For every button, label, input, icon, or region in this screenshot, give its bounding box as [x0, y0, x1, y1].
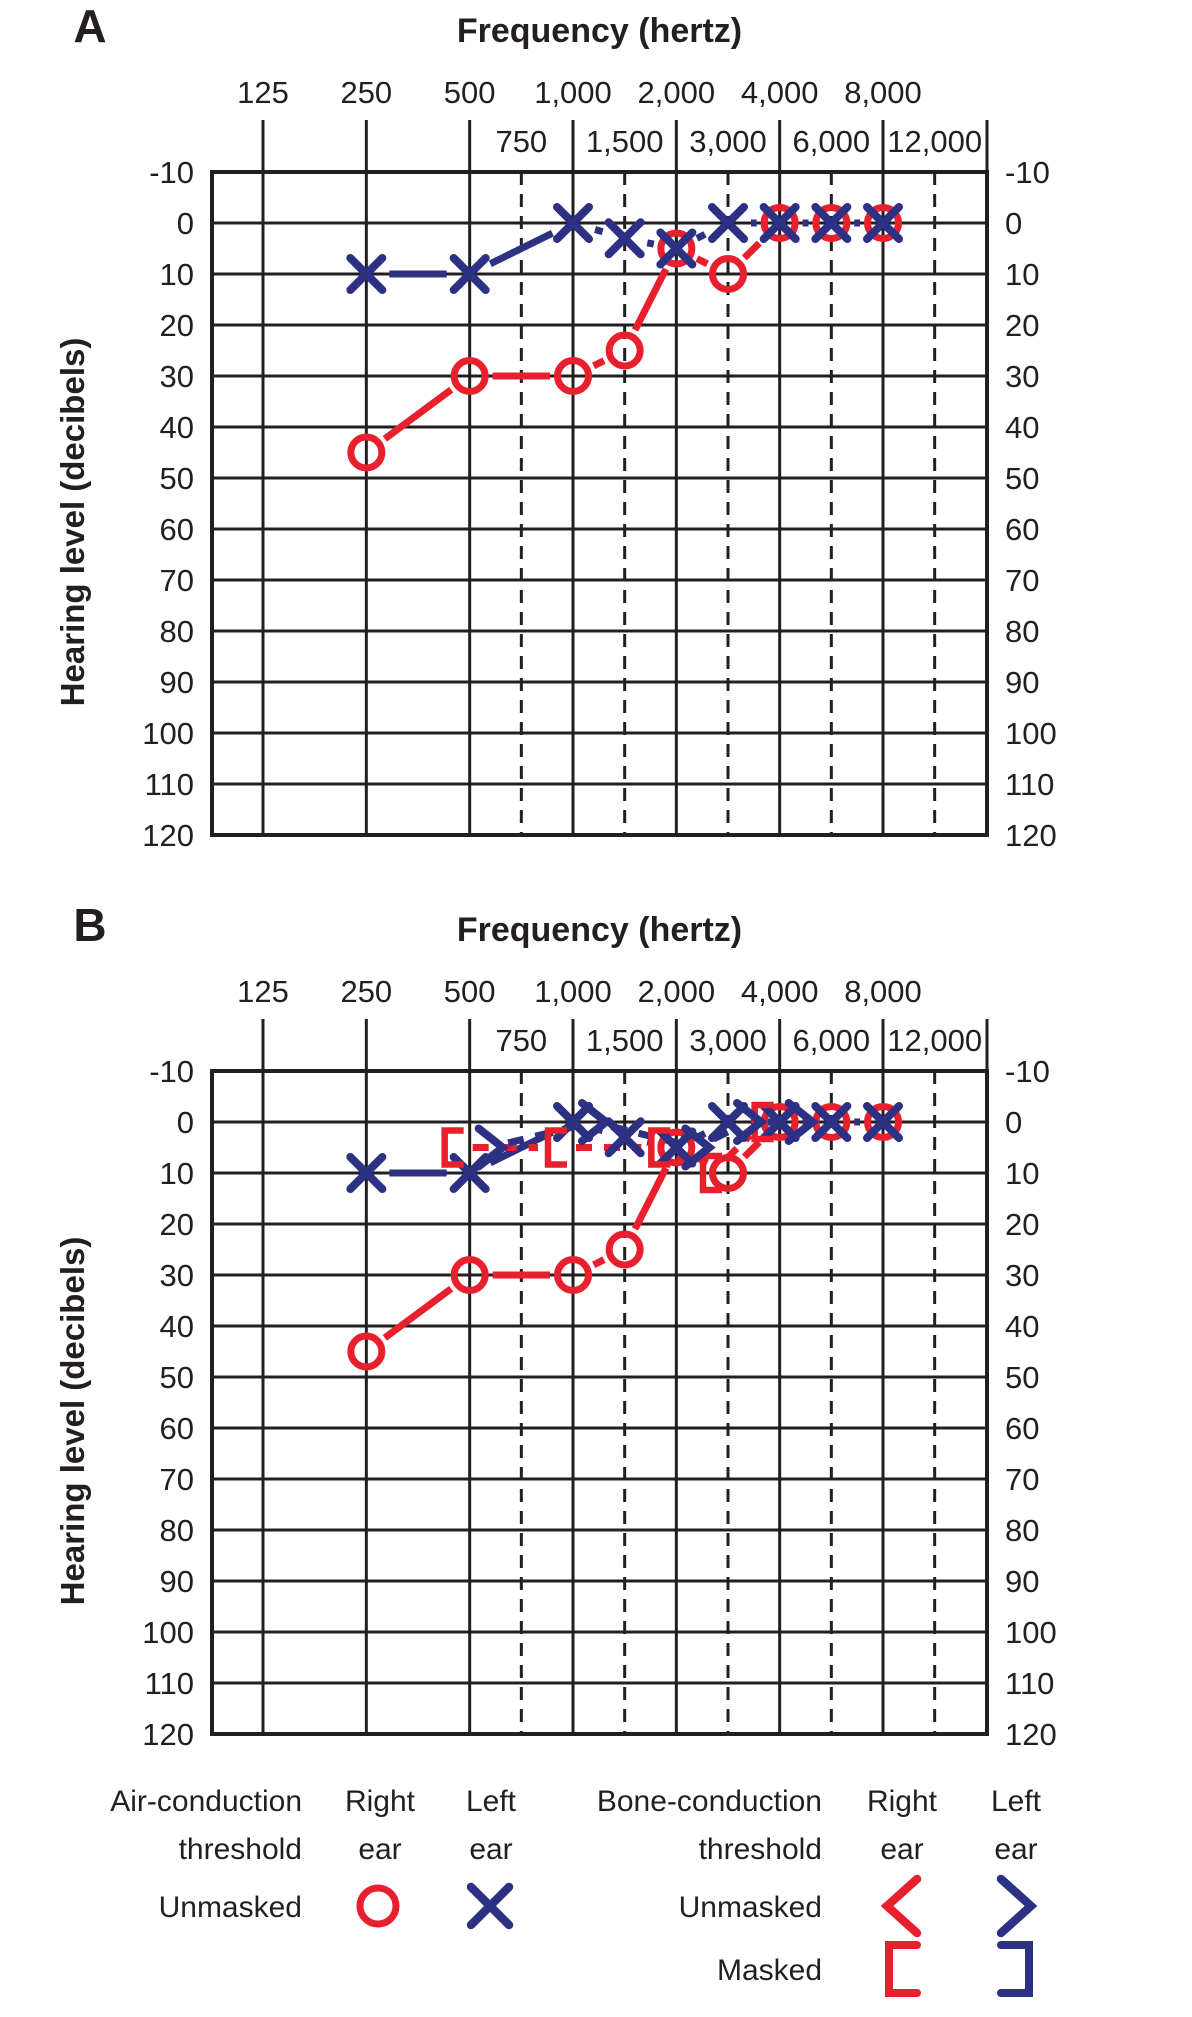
db-tick-label-right: 100: [1005, 1615, 1057, 1650]
db-tick-label-right: 20: [1005, 308, 1040, 343]
air-conduction-threshold-label: [20, 1778, 302, 1874]
db-tick-label-right: 30: [1005, 1258, 1040, 1293]
db-tick-label-left: 0: [176, 1105, 194, 1140]
db-tick-label-left: 20: [159, 1207, 194, 1242]
freq-tick-label: 8,000: [844, 974, 922, 1009]
db-tick-label-right: 120: [1005, 1717, 1057, 1752]
db-tick-label-left: 40: [159, 410, 194, 445]
bone-title-line1: Bone-conduction: [596, 1785, 822, 1818]
db-tick-label-left: -10: [149, 1054, 194, 1089]
db-tick-label-left: 20: [159, 308, 194, 343]
db-tick-label-left: 30: [159, 359, 194, 394]
db-tick-label-left: 120: [142, 818, 194, 853]
panel-a: [54, 0, 1057, 853]
left-ear-bone-masked-bracket-icon: [976, 1929, 1056, 2009]
db-tick-label-right: -10: [1005, 155, 1050, 190]
db-tick-label-right: 30: [1005, 359, 1040, 394]
freq-tick-label-minor: 750: [495, 124, 548, 159]
x-axis-title: Frequency (hertz): [456, 911, 743, 949]
freq-tick-label-minor: 3,000: [689, 1023, 767, 1058]
bone-right-ear-column-label: Right ear: [866, 1785, 938, 1866]
db-tick-label-right: 90: [1005, 665, 1040, 700]
freq-tick-label: 125: [237, 75, 289, 110]
freq-tick-label: 1,000: [534, 75, 612, 110]
db-tick-label-right: 0: [1005, 1105, 1023, 1140]
y-axis-title: Hearing level (decibels): [54, 1236, 91, 1606]
db-tick-label-right: 40: [1005, 1309, 1040, 1344]
db-tick-label-left: 50: [159, 1360, 194, 1395]
db-tick-label-left: 50: [159, 461, 194, 496]
db-tick-label-right: 10: [1005, 257, 1040, 292]
db-tick-label-right: 20: [1005, 1207, 1040, 1242]
db-tick-label-right: 100: [1005, 716, 1057, 751]
freq-tick-label-minor: 3,000: [689, 124, 767, 159]
db-tick-label-left: 60: [159, 512, 194, 547]
db-tick-label-right: 110: [1005, 767, 1055, 802]
db-tick-label-left: 70: [159, 1462, 194, 1497]
freq-tick-label-minor: 750: [495, 1023, 548, 1058]
right-ear-unmasked-circle-icon: [338, 1866, 418, 1946]
db-tick-label-right: 70: [1005, 1462, 1040, 1497]
freq-tick-label-minor: 6,000: [792, 124, 871, 159]
db-tick-label-right: 90: [1005, 1564, 1040, 1599]
bone-conduction-threshold-label: [505, 1778, 822, 1874]
db-tick-label-left: 10: [159, 1156, 194, 1191]
y-axis-title: Hearing level (decibels): [54, 337, 91, 707]
panel-letter: B: [73, 899, 107, 951]
bone-unmasked-row-label: Unmasked: [678, 1891, 822, 1924]
db-tick-label-right: 70: [1005, 563, 1040, 598]
freq-tick-label: 4,000: [740, 75, 819, 110]
db-tick-label-left: 70: [159, 563, 194, 598]
air-left-ear-column-label: Left ear: [465, 1785, 517, 1866]
db-tick-label-left: 100: [142, 716, 194, 751]
panel-letter: A: [73, 0, 107, 52]
db-tick-label-left: 100: [142, 1615, 194, 1650]
freq-tick-label-minor: 1,500: [585, 124, 664, 159]
db-tick-label-left: 110: [144, 1666, 194, 1701]
db-tick-label-left: 120: [142, 1717, 194, 1752]
freq-tick-label-minor: 12,000: [887, 1023, 983, 1058]
freq-tick-label: 250: [340, 75, 393, 110]
db-tick-label-right: -10: [1005, 1054, 1050, 1089]
air-title-line1: Air-conduction: [110, 1785, 302, 1818]
freq-tick-label: 1,000: [534, 974, 612, 1009]
db-tick-label-left: 90: [159, 1564, 194, 1599]
freq-tick-label: 500: [443, 75, 496, 110]
freq-tick-label-minor: 12,000: [887, 124, 983, 159]
air-title-line2: threshold: [178, 1833, 302, 1866]
db-tick-label-left: -10: [149, 155, 194, 190]
db-tick-label-left: 90: [159, 665, 194, 700]
bone-masked-row-label: Masked: [716, 1954, 822, 1987]
db-tick-label-right: 50: [1005, 461, 1040, 496]
db-tick-label-left: 40: [159, 1309, 194, 1344]
bone-title-line2: threshold: [698, 1833, 822, 1866]
db-tick-label-right: 60: [1005, 512, 1040, 547]
db-tick-label-left: 80: [159, 614, 194, 649]
db-tick-label-right: 80: [1005, 614, 1040, 649]
air-unmasked-row-label: Unmasked: [158, 1891, 302, 1924]
db-tick-label-right: 50: [1005, 1360, 1040, 1395]
freq-tick-label-minor: 6,000: [792, 1023, 871, 1058]
db-tick-label-right: 0: [1005, 206, 1023, 241]
db-tick-label-right: 80: [1005, 1513, 1040, 1548]
db-tick-label-left: 60: [159, 1411, 194, 1446]
bone-left-ear-column-label: Left ear: [990, 1785, 1042, 1866]
db-tick-label-right: 10: [1005, 1156, 1040, 1191]
db-tick-label-left: 10: [159, 257, 194, 292]
db-tick-label-right: 60: [1005, 1411, 1040, 1446]
freq-tick-label: 125: [237, 974, 289, 1009]
db-tick-label-left: 0: [176, 206, 194, 241]
db-tick-label-right: 120: [1005, 818, 1057, 853]
panel-b: [54, 899, 1057, 1752]
freq-tick-label: 4,000: [740, 974, 819, 1009]
db-tick-label-right: 40: [1005, 410, 1040, 445]
left-ear-unmasked-x-icon: [450, 1866, 530, 1946]
freq-tick-label: 2,000: [637, 75, 716, 110]
db-tick-label-left: 30: [159, 1258, 194, 1293]
x-axis-title: Frequency (hertz): [456, 12, 743, 50]
db-tick-label-left: 110: [144, 767, 194, 802]
air-right-ear-column-label: Right ear: [344, 1785, 416, 1866]
freq-tick-label: 8,000: [844, 75, 922, 110]
freq-tick-label: 500: [443, 974, 496, 1009]
freq-tick-label: 250: [340, 974, 393, 1009]
freq-tick-label: 2,000: [637, 974, 716, 1009]
db-tick-label-left: 80: [159, 1513, 194, 1548]
right-ear-bone-masked-bracket-icon: [862, 1929, 942, 2009]
freq-tick-label-minor: 1,500: [585, 1023, 664, 1058]
db-tick-label-right: 110: [1005, 1666, 1055, 1701]
